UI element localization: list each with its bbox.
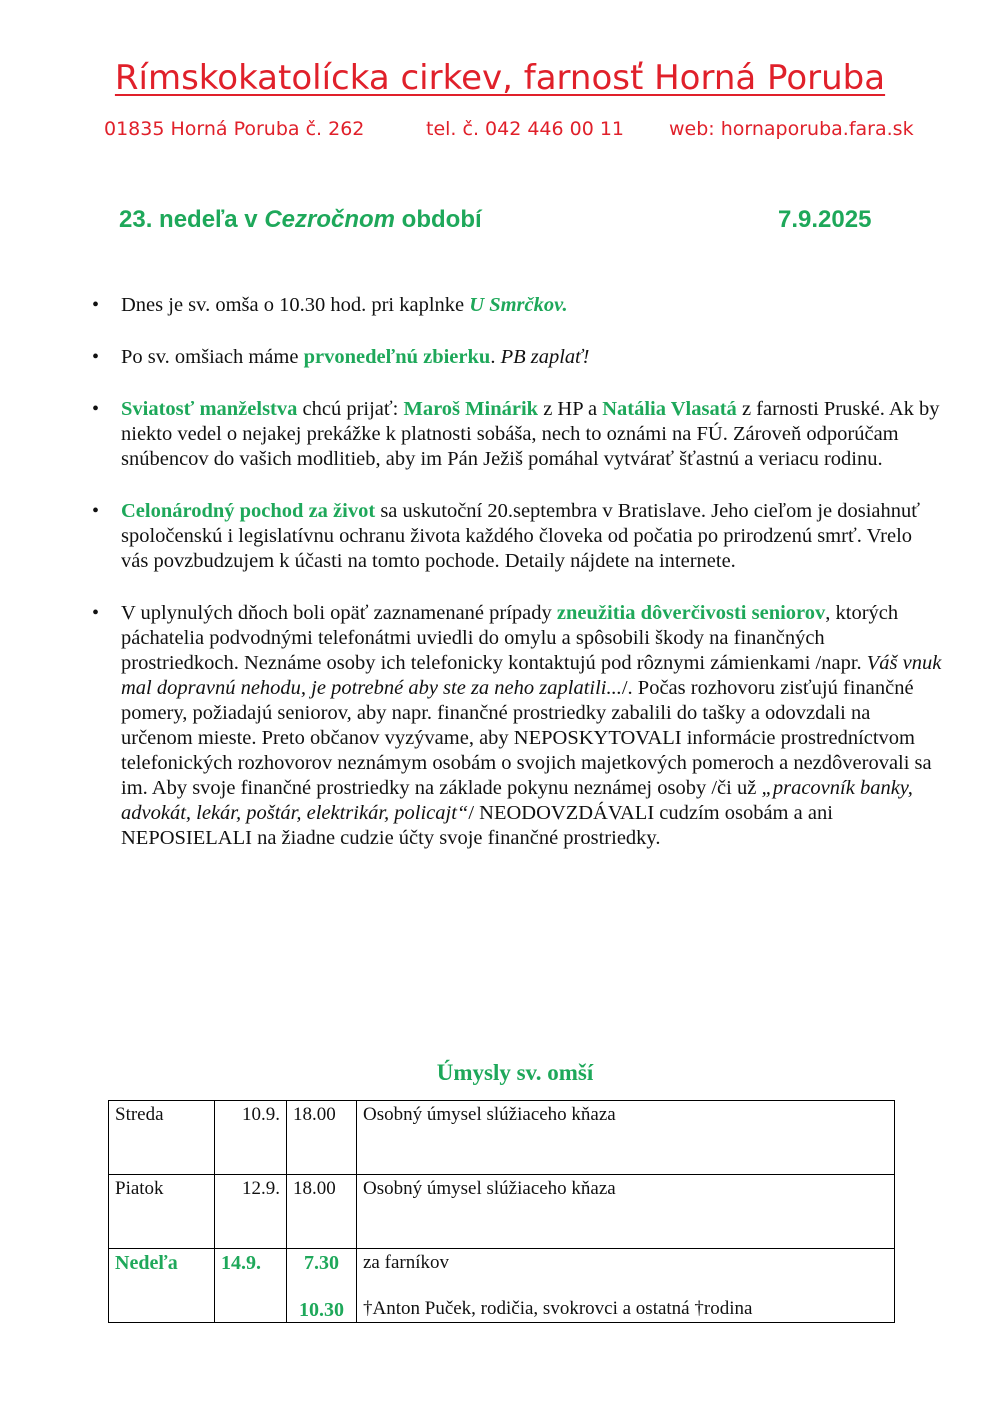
sunday-season: Cezročnom <box>264 206 396 233</box>
table-row <box>109 1175 895 1249</box>
announcement-emphasis: Váš vnuk mal dopravnú nehodu, je potrebné aby ste za neho zaplatili... <box>121 652 942 699</box>
mass-intention: †Anton Puček, rodičia, svokrovci a ostatná †rodina <box>363 1298 753 1319</box>
announcement-highlight: prvonedeľnú zbierku <box>303 346 491 368</box>
mass-date: 14.9. <box>215 1249 287 1323</box>
mass-times <box>287 1249 357 1323</box>
announcement-text: Po sv. omšiach máme <box>121 346 304 368</box>
announcement-item <box>92 601 942 851</box>
spacer <box>293 1275 350 1299</box>
mass-date: 12.9. <box>215 1175 287 1249</box>
announcement-text: Dnes je sv. omša o 10.30 hod. pri kaplnke <box>121 294 470 316</box>
announcement-text: , ktorých páchatelia podvodnými telefonátmi uviedli do omylu a spôsobili škody na finančných prostriedkoch. Neznáme osoby ich telefonicky kontaktujú pod rôznymi zámienkami /napr. <box>121 602 899 674</box>
mass-time: 7.30 <box>304 1252 339 1274</box>
announcement-item <box>92 293 942 318</box>
parish-phone: tel. č. 042 446 00 11 <box>426 118 625 140</box>
announcement-emphasis: „pracovník banky, advokát, lekár, poštár, elektrikár, policajt“ <box>121 777 913 824</box>
mass-date: 10.9. <box>215 1101 287 1175</box>
sunday-prefix: 23. nedeľa v <box>119 206 265 233</box>
announcement-item <box>92 499 942 574</box>
mass-intention: za farníkov <box>363 1252 449 1273</box>
announcement-highlight: zneužitia dôverčivosti seniorov <box>556 602 826 624</box>
parish-address: 01835 Horná Poruba č. 262 <box>104 118 365 140</box>
announcement-highlight: Sviatosť manželstva <box>121 398 298 420</box>
bullet-icon: • <box>92 398 100 420</box>
announcement-highlight: Natália Vlasatá <box>602 398 737 420</box>
announcement-highlight: Maroš Minárik <box>403 398 539 420</box>
announcement-text: . <box>490 346 501 368</box>
mass-day: Nedeľa <box>109 1249 215 1323</box>
parish-web: web: hornaporuba.fara.sk <box>669 118 914 140</box>
mass-time: 10.30 <box>299 1299 344 1321</box>
mass-intentions-title: Úmysly sv. omší <box>436 1060 594 1085</box>
announcement-text: chcú prijať: <box>297 398 404 420</box>
bullet-icon: • <box>92 602 100 624</box>
mass-time: 18.00 <box>287 1175 357 1249</box>
announcement-highlight: U Smrčkov. <box>469 294 568 316</box>
table-row <box>109 1101 895 1175</box>
mass-day: Streda <box>109 1101 215 1175</box>
announcement-text: z farnosti Pruské. Ak by niekto vedel o nejakej prekážke k platnosti sobáša, nech to oznámi na FÚ. Zároveň odporúčam snúbencov do vašich modlitieb, aby im Pán Ježiš pomáhal vytvárať šťastnú a veriacu rodinu. <box>121 398 940 470</box>
announcement-item <box>92 345 942 370</box>
bullet-icon: • <box>92 294 100 316</box>
mass-intentions-table <box>108 1100 895 1323</box>
mass-intention: Osobný úmysel slúžiaceho kňaza <box>357 1175 895 1249</box>
announcement-item <box>92 397 942 472</box>
mass-intentions <box>357 1249 895 1323</box>
mass-intention: Osobný úmysel slúžiaceho kňaza <box>357 1101 895 1175</box>
bullet-icon: • <box>92 500 100 522</box>
announcement-text: sa uskutoční 20.septembra v Bratislave. Jeho cieľom je dosiahnuť spoločenskú i legislatívnu ochranu života každého človeka od počatia po prirodzenú smrť. Vrelo vás povzbudzujem k účasti na tomto pochode. Detaily nájdete na internete. <box>121 500 921 572</box>
mass-day: Piatok <box>109 1175 215 1249</box>
sunday-date: 7.9.2025 <box>778 206 872 233</box>
announcement-text: V uplynulých dňoch boli opäť zaznamenané prípady <box>121 602 557 624</box>
bullet-icon: • <box>92 346 100 368</box>
table-row <box>109 1249 895 1323</box>
announcement-emphasis: PB zaplať! <box>500 346 590 368</box>
mass-time: 18.00 <box>287 1101 357 1175</box>
announcement-list <box>92 293 942 878</box>
parish-title: Rímskokatolícka cirkev, farnosť Horná Poruba <box>114 58 886 98</box>
sunday-title <box>119 206 482 234</box>
sunday-suffix: období <box>395 206 482 233</box>
announcement-text: z HP a <box>538 398 603 420</box>
announcement-text: / NEODOVZDÁVALI cudzím osobám a ani NEPOSIELALI na žiadne cudzie účty svoje finančné prostriedky. <box>121 802 833 849</box>
announcement-text: /. Počas rozhovoru zisťujú finančné pomery, požiadajú seniorov, aby napr. finančné prostriedky zabalili do tašky a odovzdali na určenom mieste. Preto občanov vyzývame, aby NEPOSKYTOVALI informácie prostredníctvom telefonických rozhovorov neznámym osobám o svojich majetkových pomeroch a nezdôverovali sa im. Aby svoje finančné prostriedky na základe pokynu neznámej osoby /či už <box>121 677 932 799</box>
spacer <box>363 1274 888 1298</box>
announcement-highlight: Celonárodný pochod za život <box>121 500 376 522</box>
